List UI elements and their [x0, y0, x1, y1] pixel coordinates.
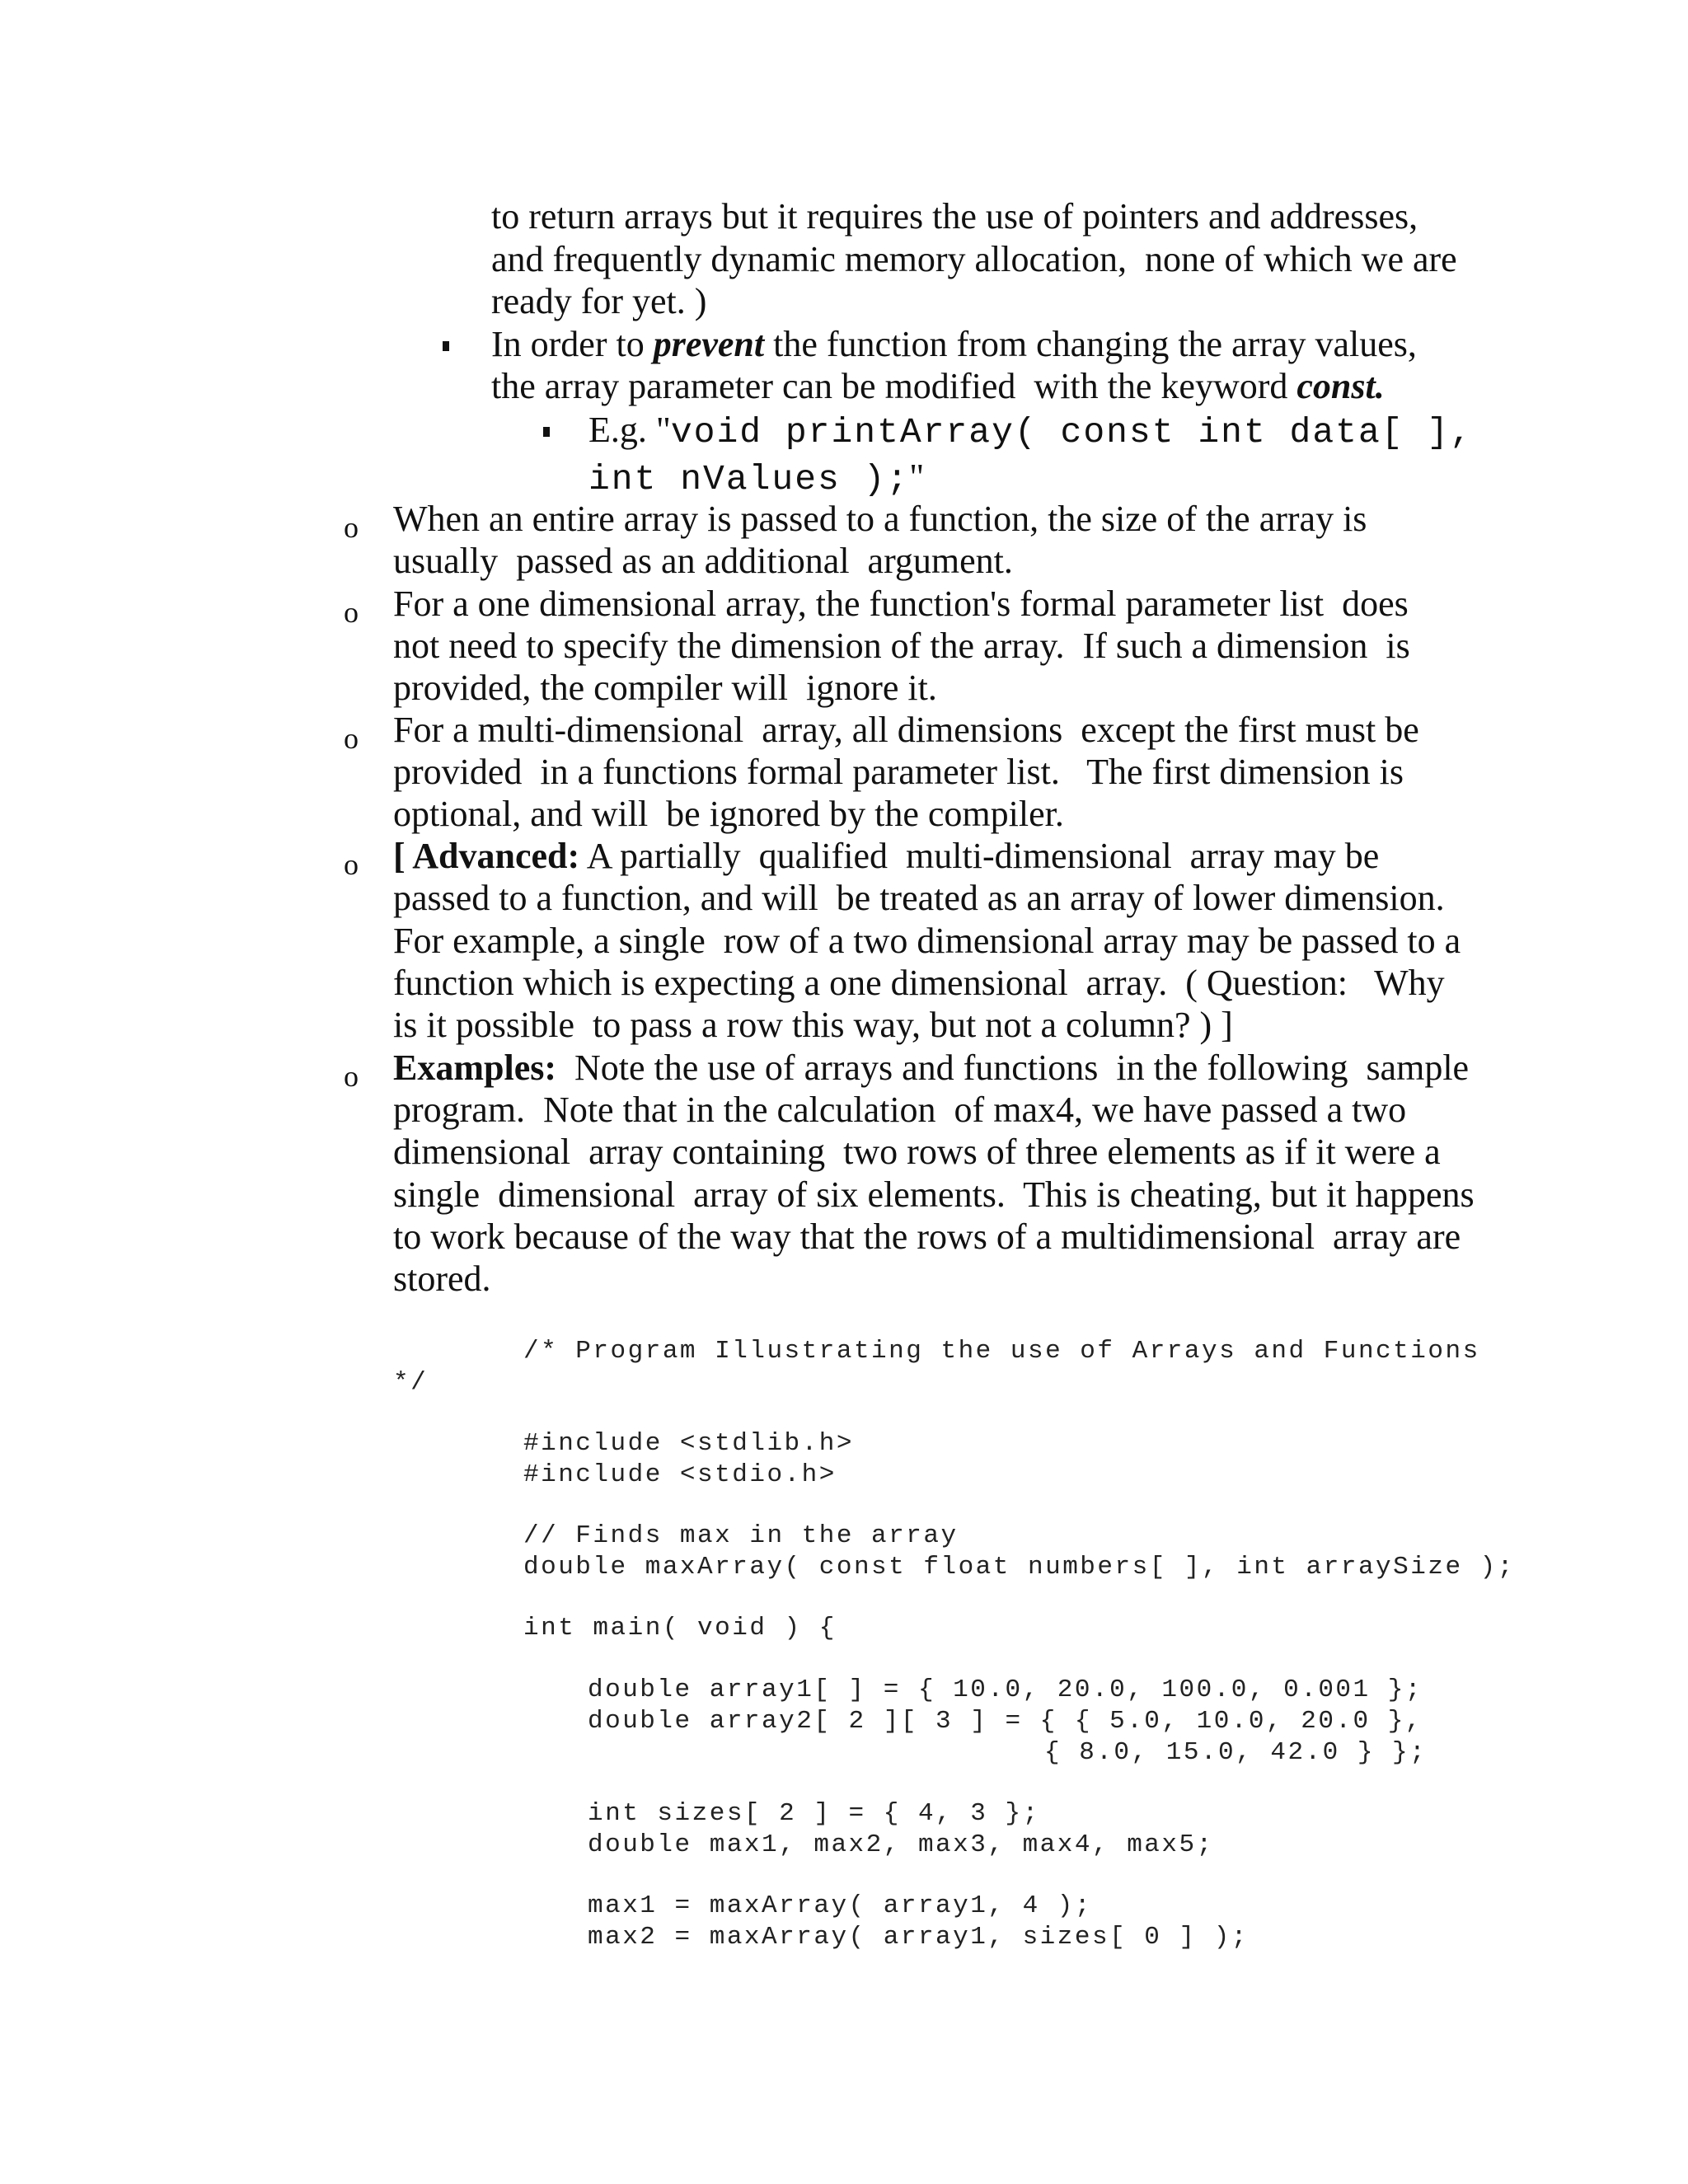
bullet-text-line: program. Note that in the calculation of max4, we have passed a two: [393, 1090, 1407, 1130]
bullet-text-line: to work because of the way that the rows of a multidimensional array are: [393, 1216, 1461, 1257]
code-include-line: #include <stdlib.h>: [523, 1429, 854, 1458]
continued-text-line: and frequently dynamic memory allocation, none of which we are: [491, 239, 1457, 279]
bullet-text-line: is it possible to pass a row this way, but not a column? ) ]: [393, 1005, 1233, 1045]
code-array2-line: double array2[ 2 ][ 3 ] = { { 5.0, 10.0, 20.0 },: [588, 1707, 1423, 1736]
bullet-text-line: provided, the compiler will ignore it.: [393, 668, 937, 708]
code-max1-line: max1 = maxArray( array1, 4 );: [588, 1891, 1092, 1920]
prevent-bullet-line-1: In order to prevent the function from changing the array values,: [491, 324, 1417, 364]
bullet-text-line: stored.: [393, 1258, 491, 1299]
bullet-text-line: provided in a functions formal parameter list. The first dimension is: [393, 752, 1404, 792]
square-bullet-icon: [443, 341, 449, 351]
prevent-bullet-line-2: the array parameter can be modified with the keyword const.: [491, 366, 1385, 406]
bullet-text-line: optional, and will be ignored by the compiler.: [393, 794, 1064, 834]
code-comment-line: /* Program Illustrating the use of Arrays and Functions: [523, 1337, 1480, 1366]
code-max2-line: max2 = maxArray( array1, sizes[ 0 ] );: [588, 1923, 1249, 1952]
examples-line-1: Examples: Note the use of arrays and functions in the following sample: [393, 1047, 1470, 1088]
circle-bullet-icon: o: [344, 722, 359, 755]
code-sizes-line: int sizes[ 2 ] = { 4, 3 };: [588, 1799, 1040, 1828]
code-array2-continuation: { 8.0, 15.0, 42.0 } };: [1044, 1738, 1428, 1767]
example-code-line-1: E.g. "void printArray( const int data[ ],: [588, 410, 1473, 452]
circle-bullet-icon: o: [344, 1060, 359, 1093]
continued-text-line: ready for yet. ): [491, 281, 707, 321]
code-comment-end: */: [393, 1368, 429, 1397]
circle-bullet-icon: o: [344, 511, 359, 544]
advanced-label: [ Advanced:: [393, 836, 580, 876]
circle-bullet-icon: o: [344, 596, 359, 629]
bullet-text-line: not need to specify the dimension of the array. If such a dimension is: [393, 626, 1410, 666]
code-include-line: #include <stdio.h>: [523, 1460, 837, 1489]
bullet-text-line: passed to a function, and will be treated as an array of lower dimension.: [393, 878, 1445, 918]
square-bullet-icon: [543, 427, 550, 437]
circle-bullet-icon: o: [344, 848, 359, 881]
examples-label: Examples:: [393, 1047, 556, 1088]
bullet-text-line: For a multi-dimensional array, all dimensions except the first must be: [393, 710, 1419, 750]
bullet-text-line: For example, a single row of a two dimensional array may be passed to a: [393, 921, 1461, 961]
code-declaration-line: double max1, max2, max3, max4, max5;: [588, 1830, 1214, 1859]
code-array1-line: double array1[ ] = { 10.0, 20.0, 100.0, 0.001 };: [588, 1675, 1423, 1704]
bullet-text-line: function which is expecting a one dimensional array. ( Question: Why: [393, 963, 1445, 1003]
example-code-line-2: int nValues );": [588, 457, 925, 499]
code-comment-line: // Finds max in the array: [523, 1521, 959, 1550]
code-prototype-line: double maxArray( const float numbers[ ], int arraySize );: [523, 1553, 1515, 1582]
bullet-text-line: dimensional array containing two rows of three elements as if it were a: [393, 1132, 1441, 1172]
bullet-text-line: When an entire array is passed to a function, the size of the array is: [393, 499, 1367, 539]
advanced-line-1: [ Advanced: A partially qualified multi-dimensional array may be: [393, 836, 1380, 876]
bullet-text-line: usually passed as an additional argument.: [393, 541, 1013, 581]
bullet-text-line: For a one dimensional array, the function's formal parameter list does: [393, 583, 1409, 624]
code-main-line: int main( void ) {: [523, 1614, 837, 1643]
continued-text-line: to return arrays but it requires the use of pointers and addresses,: [491, 196, 1418, 237]
emphasis-prevent: prevent: [653, 324, 765, 364]
emphasis-const: const.: [1296, 366, 1385, 406]
bullet-text-line: single dimensional array of six elements. This is cheating, but it happens: [393, 1174, 1475, 1215]
